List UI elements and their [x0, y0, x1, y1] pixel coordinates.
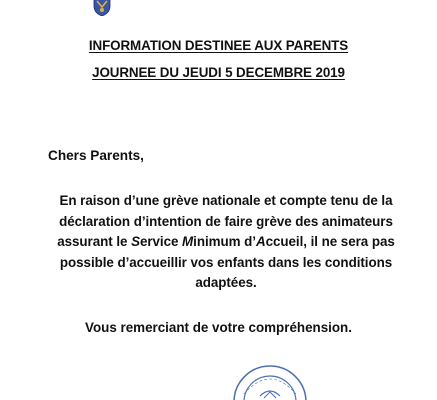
closing-line: Vous remerciant de votre compréhension.: [85, 320, 352, 335]
body-line-4: possible d’accueillir vos enfants dans les conditions: [59, 254, 393, 270]
letter-body: [30, 191, 422, 294]
body-line-5: adaptées.: [195, 275, 257, 290]
municipal-crest-icon: [92, 0, 112, 16]
accueil-initial: A: [255, 234, 266, 249]
accueil-rest: ccueil: [265, 234, 304, 249]
title-line-2: JOURNEE DU JEUDI 5 DECEMBRE 2019: [92, 65, 345, 80]
minimum-initial: M: [182, 234, 194, 249]
body-line-3: [30, 232, 422, 253]
body-line-1: En raison d’une grève nationale et compte tenu de la: [59, 193, 393, 208]
title-line-1: INFORMATION DESTINEE AUX PARENTS: [88, 38, 349, 53]
body-line-3-end: , il ne sera pas: [303, 234, 395, 249]
minimum-rest: inimum d’: [193, 234, 256, 249]
service-rest: ervice: [139, 234, 183, 249]
service-initial: S: [131, 234, 140, 249]
body-line-3-start: assurant le: [57, 234, 132, 249]
body-line-2: déclaration d’intention de faire grève des animateurs: [59, 213, 393, 229]
greeting: Chers Parents,: [48, 148, 144, 163]
official-stamp-icon: [232, 364, 308, 400]
